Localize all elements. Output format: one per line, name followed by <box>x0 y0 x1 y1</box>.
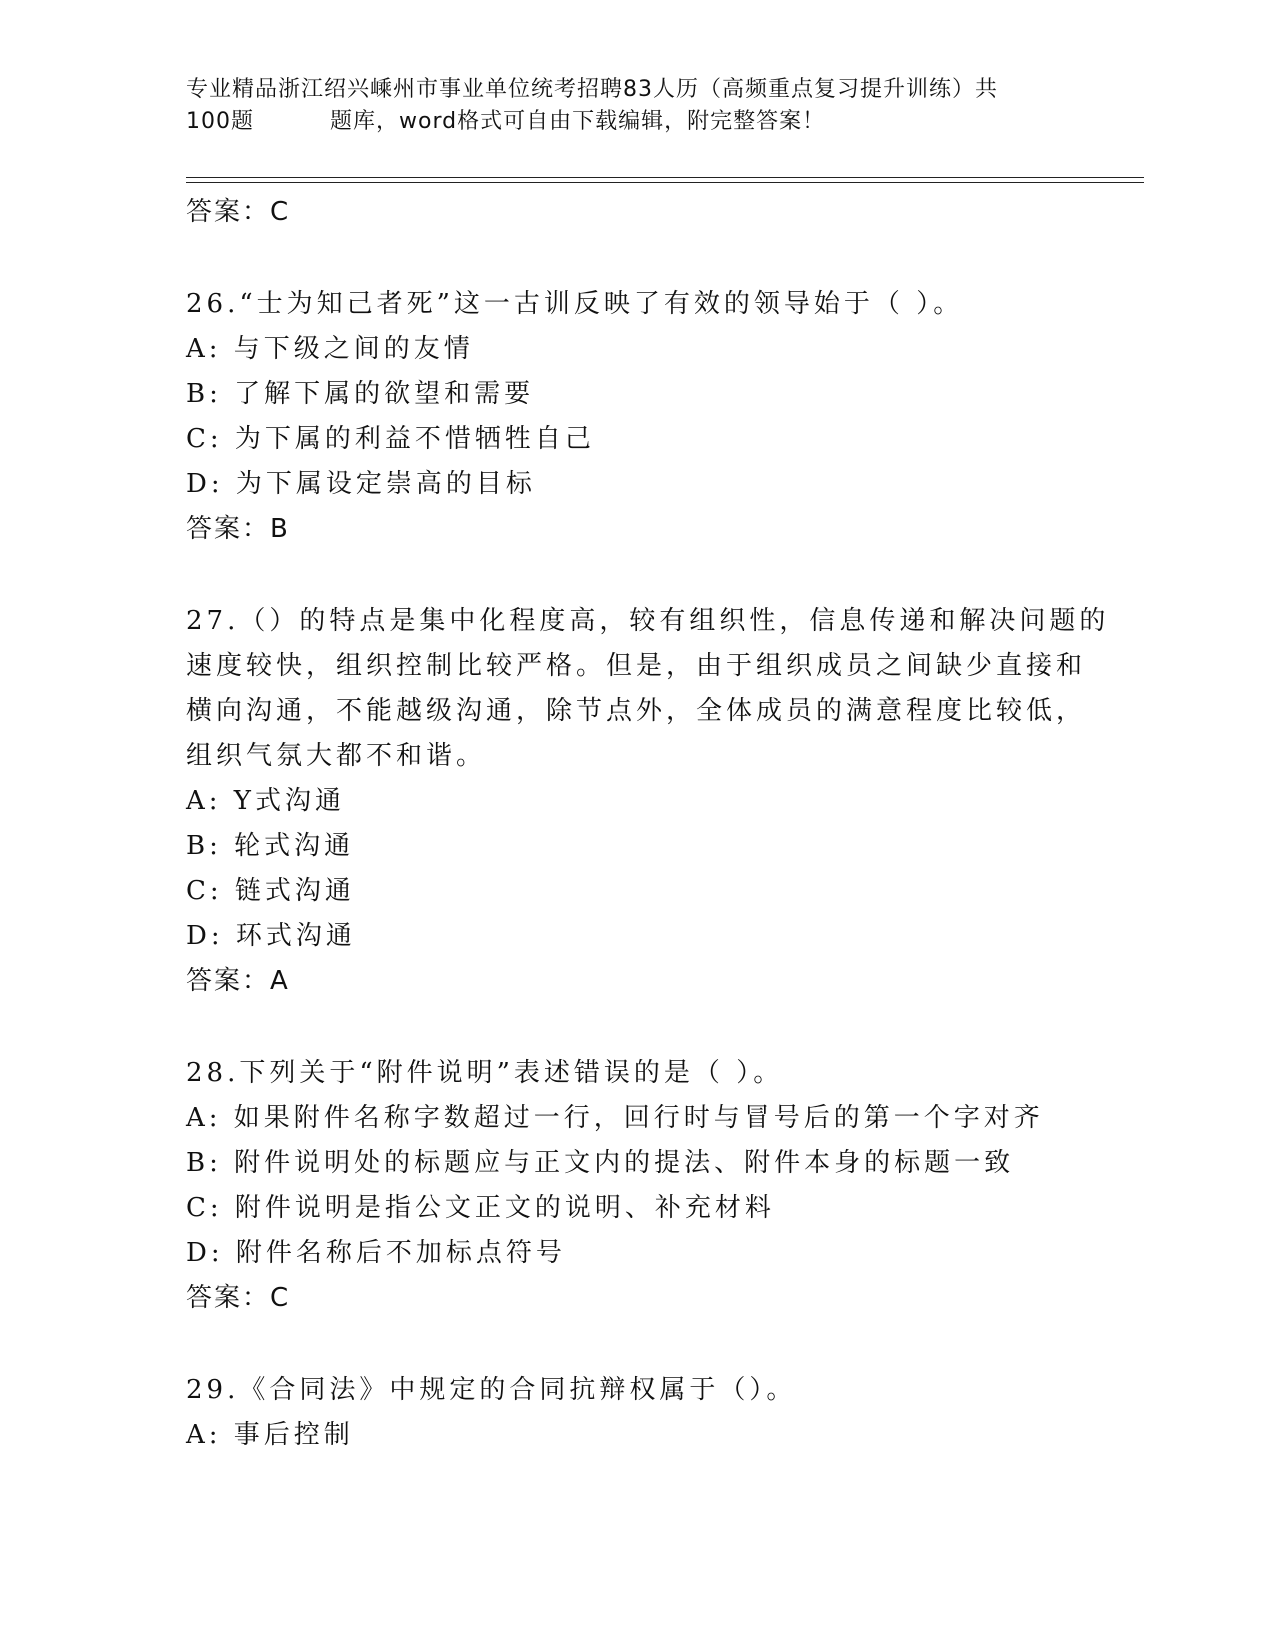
question-27-text-line-4: 组织气氛大都不和谐。 <box>186 741 487 771</box>
question-27-text-line-3: 横向沟通，不能越级沟通，除节点外，全体成员的满意程度比较低， <box>186 696 1087 726</box>
question-list <box>186 188 1110 1458</box>
question-29-text: 29.《合同法》中规定的合同抗辩权属于（）。 <box>186 1375 797 1405</box>
question-26 <box>186 282 1086 551</box>
header-line-2 <box>186 106 1086 138</box>
question-27-text-line-2: 速度较快，组织控制比较严格。但是，由于组织成员之间缺少直接和 <box>186 651 1087 681</box>
question-26-option-b: B: 了解下属的欲望和需要 <box>186 379 535 409</box>
answer-27: 答案：A <box>186 966 290 996</box>
question-27-option-a: A: Y式沟通 <box>186 786 345 816</box>
question-28 <box>186 1051 1086 1320</box>
answer-28: 答案：C <box>186 1283 291 1313</box>
question-28-option-c: C: 附件说明是指公文正文的说明、补充材料 <box>186 1193 775 1223</box>
question-26-text: 26.“士为知己者死”这一古训反映了有效的领导始于（ ）。 <box>186 289 964 319</box>
header-line-1: 专业精品浙江绍兴嵊州市事业单位统考招聘83人历（高频重点复习提升训练）共 <box>186 77 998 102</box>
header-divider-top <box>186 177 1144 178</box>
question-27 <box>186 599 1110 1003</box>
question-27-option-b: B: 轮式沟通 <box>186 831 355 861</box>
header-description: 题库，word格式可自由下载编辑，附完整答案！ <box>330 109 826 134</box>
question-28-option-a: A: 如果附件名称字数超过一行，回行时与冒号后的第一个字对齐 <box>186 1103 1044 1133</box>
page-header <box>186 74 1086 138</box>
question-26-option-c: C: 为下属的利益不惜牺牲自己 <box>186 424 595 454</box>
question-29 <box>186 1368 1086 1458</box>
answer-25: 答案：C <box>186 197 291 227</box>
question-26-option-a: A: 与下级之间的友情 <box>186 334 474 364</box>
question-27-option-d: D: 环式沟通 <box>186 921 356 951</box>
header-divider-bottom <box>186 182 1144 183</box>
question-26-option-d: D: 为下属设定崇高的目标 <box>186 469 536 499</box>
question-29-option-a: A: 事后控制 <box>186 1420 354 1450</box>
question-28-option-d: D: 附件名称后不加标点符号 <box>186 1238 566 1268</box>
header-question-count: 100题 <box>186 109 254 134</box>
question-28-option-b: B: 附件说明处的标题应与正文内的提法、附件本身的标题一致 <box>186 1148 1015 1178</box>
question-27-text-line-1: 27.（）的特点是集中化程度高，较有组织性，信息传递和解决问题的 <box>186 606 1110 636</box>
question-27-option-c: C: 链式沟通 <box>186 876 355 906</box>
question-28-text: 28.下列关于“附件说明”表述错误的是（ ）。 <box>186 1058 784 1088</box>
answer-26: 答案：B <box>186 514 290 544</box>
